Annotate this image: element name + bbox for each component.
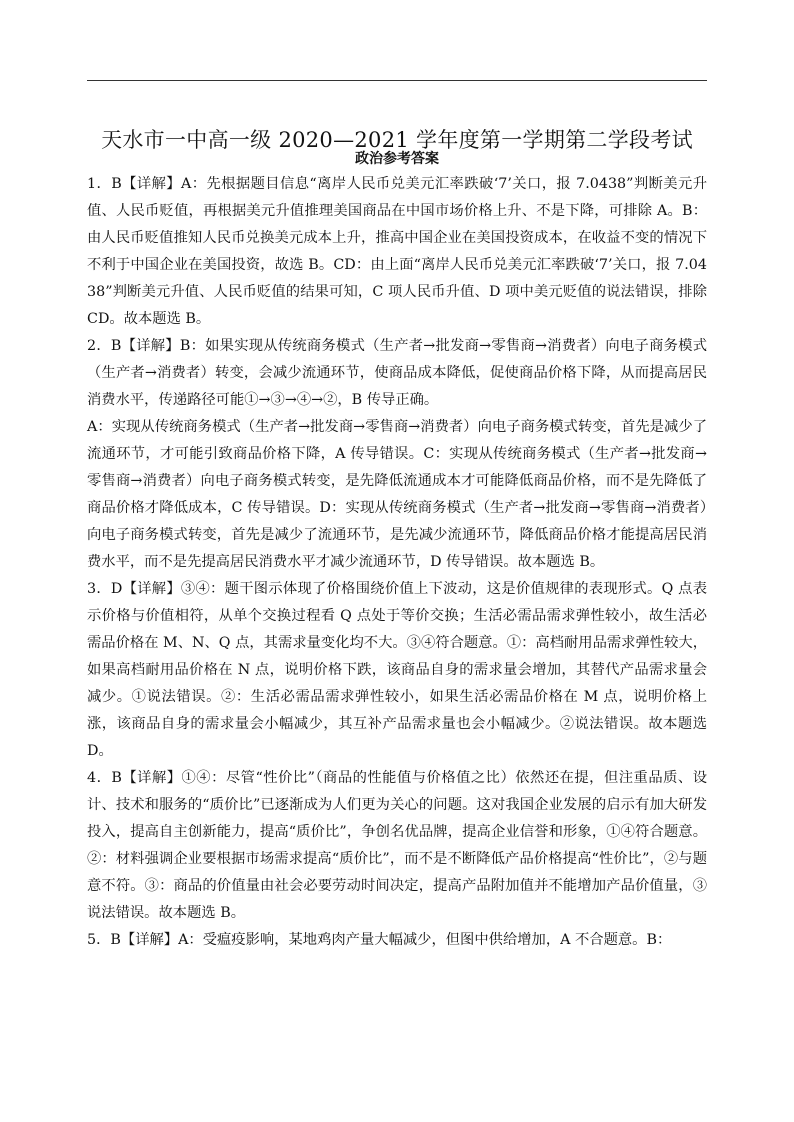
- answer-paragraph-3: 3．D【详解】③④：题干图示体现了价格围绕价值上下波动，这是价值规律的表现形式。Q 点表示价格与价值相符，从单个交换过程看 Q 点处于等价交换；生活必需品需求弹性较小，故生活必需品价格在 M、N、Q 点，其需求量变化均不大。③④符合题意。①：高档耐用品需求弹性较大，如果高档耐用品价格在 N 点，说明价格下跌，该商品自身的需求量会增加，其替代产品需求量会减少。①说法错误。②：生活必需品需求弹性较小，如果生活必需品价格在 M 点，说明价格上涨，该商品自身的需求量会小幅减少，其互补产品需求量也会小幅减少。②说法错误。故本题选 D。: [87, 581, 707, 759]
- header-rule: [87, 80, 707, 81]
- document-title: 天水市一中高一级 2020—2021 学年度第一学期第二学段考试: [101, 128, 693, 153]
- document-subtitle: 政治参考答案: [355, 151, 439, 167]
- answer-paragraph-2: 2．B【详解】B：如果实现从传统商务模式（生产者→批发商→零售商→消费者）向电子商务模式（生产者→消费者）转变，会减少流通环节，使商品成本降低，促使商品价格下降，从而提高居民消费水平，传递路径可能①→③→④→②，B 传导正确。: [87, 338, 707, 408]
- answer-paragraph-4: 4．B【详解】①④：尽管“性价比”（商品的性能值与价格值之比）依然还在提，但注重品质、设计、技术和服务的“质价比”已逐渐成为人们更为关心的问题。这对我国企业发展的启示有加大研发投入，提高自主创新能力，提高“质价比”，争创名优品牌，提高企业信誉和形象，①④符合题意。②：材料强调企业要根据市场需求提高“质价比”，而不是不断降低产品价格提高“性价比”，②与题意不符。③：商品的价值量由社会必要劳动时间决定，提高产品附加值并不能增加产品价值量，③说法错误。故本题选 B。: [87, 770, 707, 921]
- answer-paragraph-2-continued: A：实现从传统商务模式（生产者→批发商→零售商→消费者）向电子商务模式转变，首先是减少了流通环节，才可能引致商品价格下降，A 传导错误。C：实现从传统商务模式（生产者→批发商→零售商→消费者）向电子商务模式转变，是先降低流通成本才可能降低商品价格，而不是先降低了商品价格才降低成本，C 传导错误。D：实现从传统商务模式（生产者→批发商→零售商→消费者）向电子商务模式转变，首先是减少了流通环节，是先减少流通环节，降低商品价格才能提高居民消费水平，而不是先提高居民消费水平才减少流通环节，D 传导错误。故本题选 B。: [87, 419, 707, 570]
- answer-content: [87, 171, 707, 954]
- answer-paragraph-1: 1．B【详解】A：先根据题目信息“离岸人民币兑美元汇率跌破‘7’关口，报 7.0438”判断美元升值、人民币贬值，再根据美元升值推理美国商品在中国市场价格上升、不是下降，可排除 A。B：由人民币贬值推知人民币兑换美元成本上升，推高中国企业在美国投资成本，在收益不变的情况下不利于中国企业在美国投资，故选 B。CD：由上面“离岸人民币兑美元汇率跌破‘7’关口，报 7.0438”判断美元升值、人民币贬值的结果可知，C 项人民币升值、D 项中美元贬值的说法错误，排除 CD。故本题选 B。: [87, 176, 707, 327]
- answer-paragraph-5: 5．B【详解】A：受瘟疫影响，某地鸡肉产量大幅减少，但图中供给增加，A 不合题意。B：: [87, 932, 672, 948]
